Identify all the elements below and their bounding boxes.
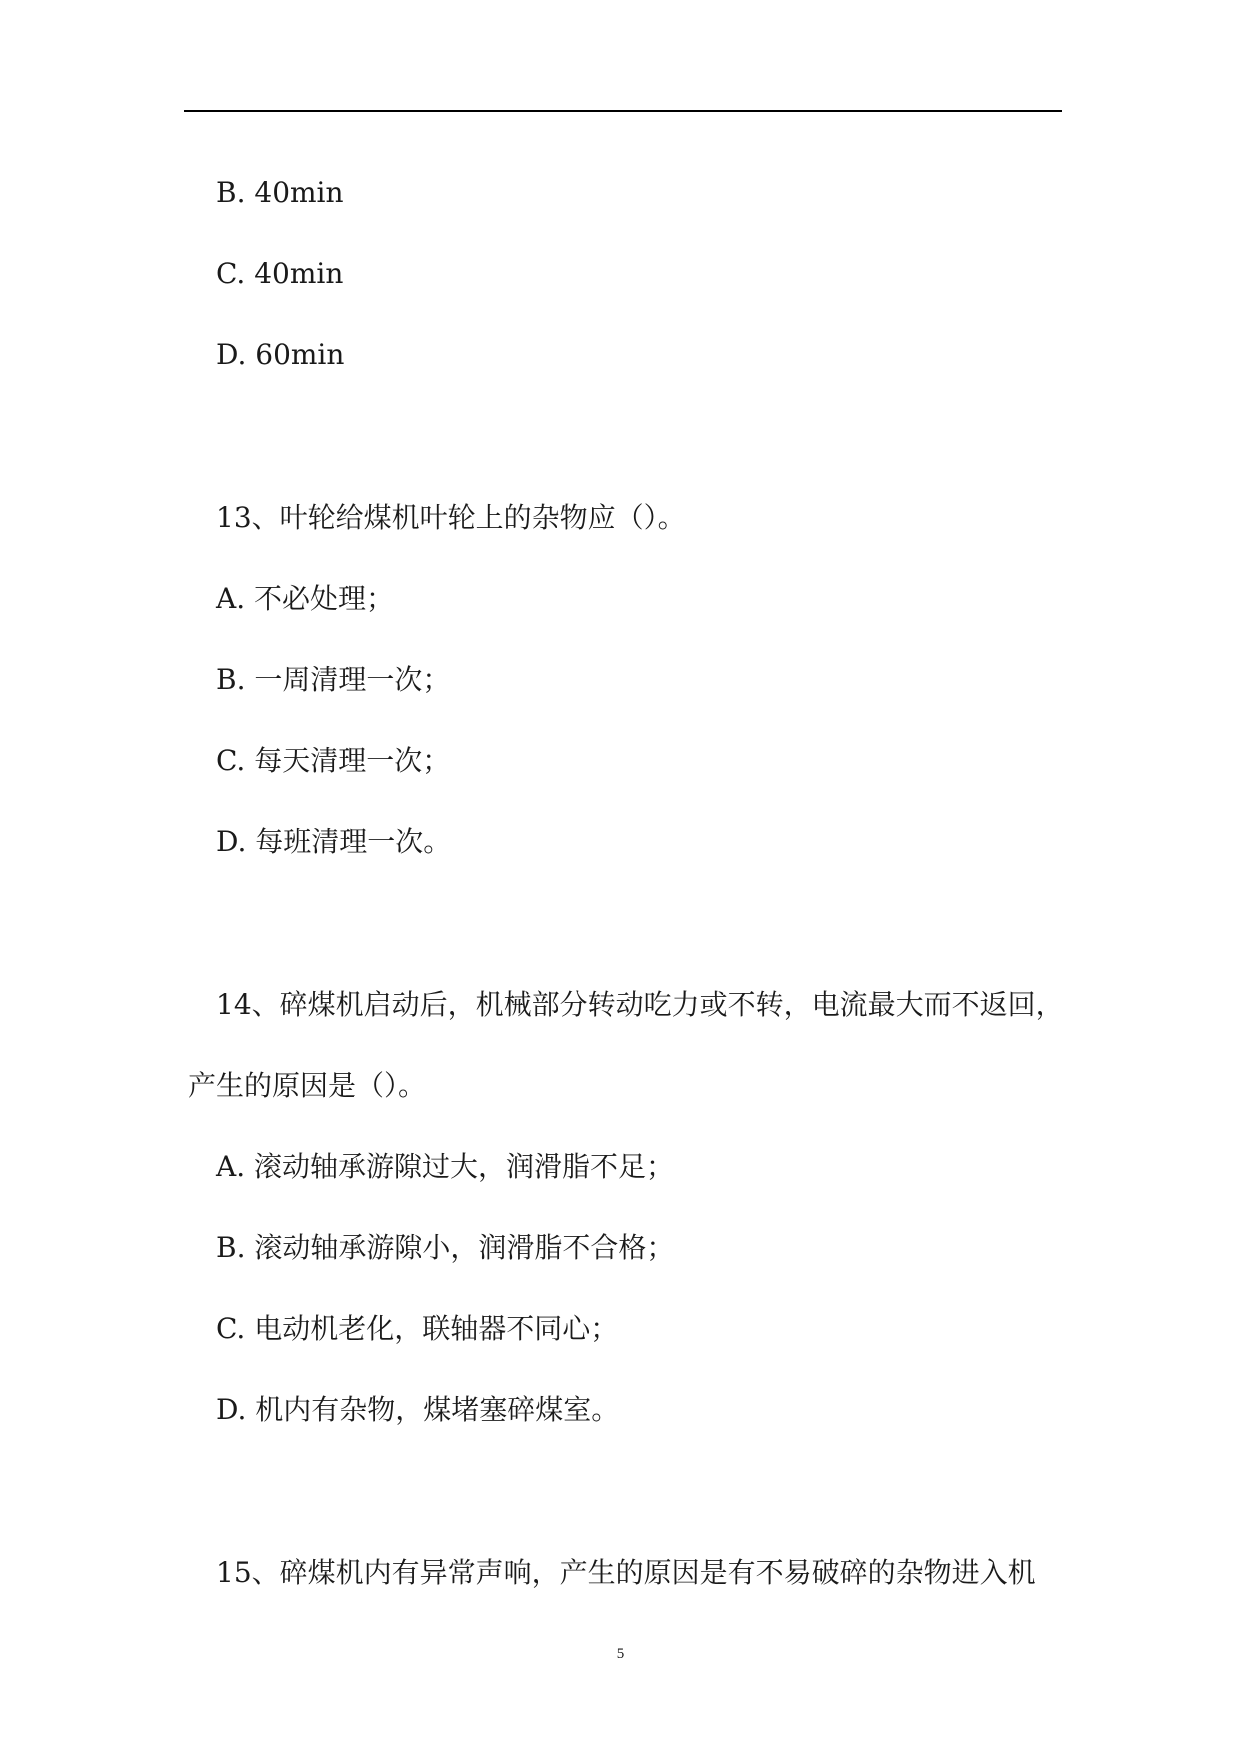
q13-option-c: C. 每天清理一次；: [216, 744, 451, 777]
q12-option-b: B. 40min: [216, 176, 344, 209]
q14-stem-line2: 产生的原因是（）。: [188, 1069, 427, 1102]
q14-option-c: C. 电动机老化，联轴器不同心；: [216, 1312, 619, 1345]
q12-option-d: D. 60min: [216, 338, 345, 371]
page-number: 5: [616, 1646, 625, 1662]
q13-option-a: A. 不必处理；: [216, 582, 395, 615]
q14-stem-line1: 14、碎煤机启动后，机械部分转动吃力或不转，电流最大而不返回，: [216, 988, 1064, 1021]
q13-stem: 13、叶轮给煤机叶轮上的杂物应（）。: [216, 501, 686, 534]
q15-stem-line1: 15、碎煤机内有异常声响，产生的原因是有不易破碎的杂物进入机: [216, 1556, 1036, 1589]
q13-option-d: D. 每班清理一次。: [216, 825, 452, 858]
q14-option-a: A. 滚动轴承游隙过大，润滑脂不足；: [216, 1150, 675, 1183]
q14-option-b: B. 滚动轴承游隙小，润滑脂不合格；: [216, 1231, 675, 1264]
q14-option-d: D. 机内有杂物，煤堵塞碎煤室。: [216, 1393, 620, 1426]
header-rule: [184, 110, 1062, 112]
q13-option-b: B. 一周清理一次；: [216, 663, 451, 696]
q12-option-c: C. 40min: [216, 257, 344, 290]
